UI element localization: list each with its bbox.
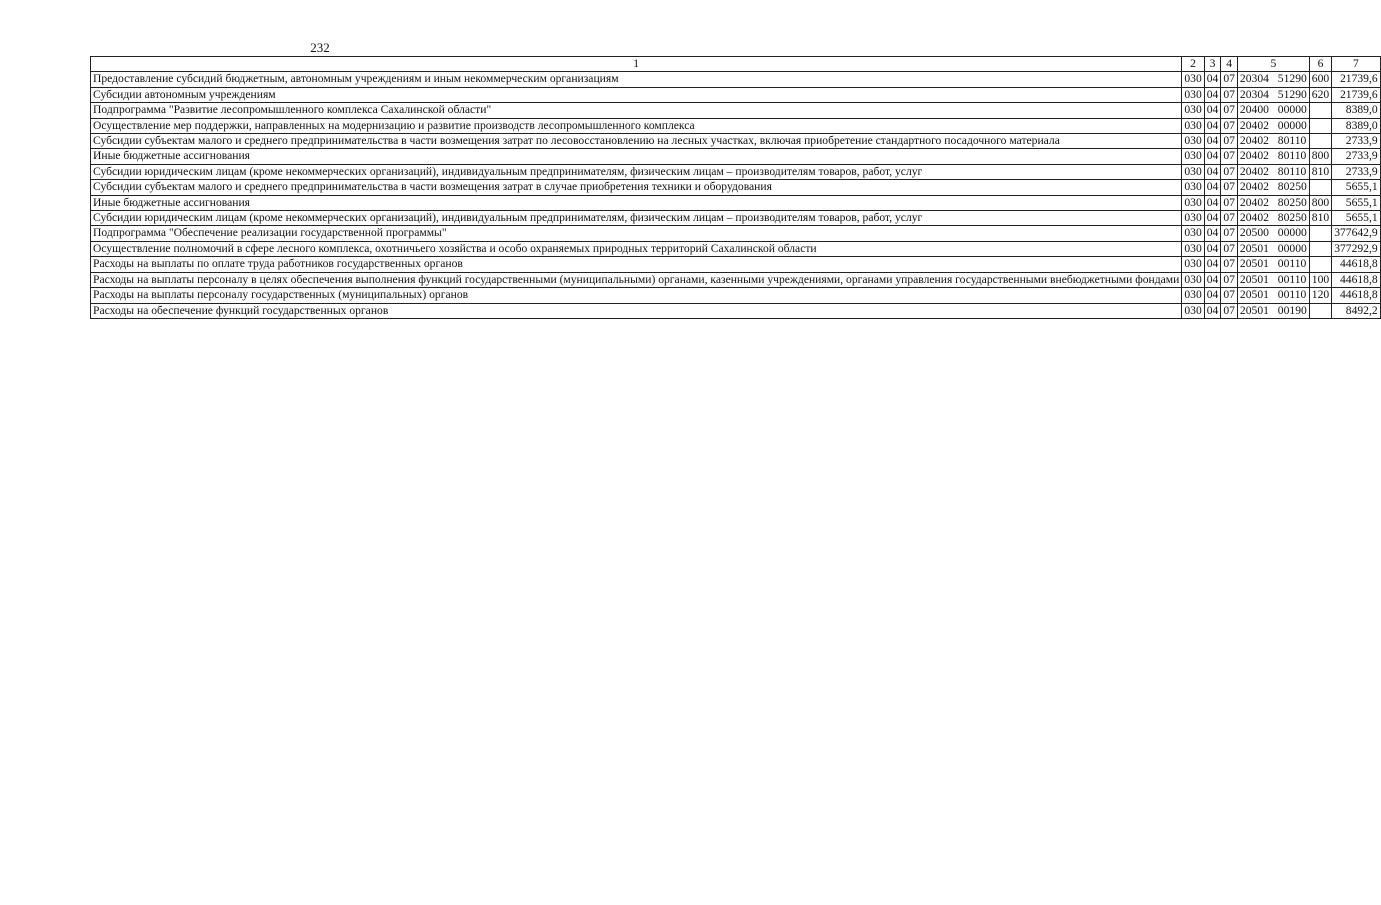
subsection-code: 07 — [1221, 87, 1238, 102]
column-header: 5 — [1237, 57, 1309, 72]
subsection-code: 07 — [1221, 272, 1238, 287]
amount: 8389,0 — [1332, 118, 1380, 133]
section-code: 04 — [1204, 272, 1221, 287]
expense-type-code: 810 — [1309, 164, 1331, 179]
item-name: Осуществление мер поддержки, направленных на модернизацию и развитие производств лесопромышленного комплекса — [91, 118, 1182, 133]
subsection-code: 07 — [1221, 149, 1238, 164]
ministry-code: 030 — [1182, 164, 1204, 179]
item-name: Субсидии субъектам малого и среднего предпринимательства в части возмещения затрат по лесовосстановлению на лесных участках, включая приобретение стандартного посадочного материала — [91, 134, 1182, 149]
subsection-code: 07 — [1221, 241, 1238, 256]
target-article-code: 20402 80250 — [1237, 211, 1309, 226]
expense-type-code — [1309, 226, 1331, 241]
section-code: 04 — [1204, 226, 1221, 241]
table-row — [91, 164, 1381, 179]
subsection-code: 07 — [1221, 180, 1238, 195]
ministry-code: 030 — [1182, 87, 1204, 102]
expense-type-code — [1309, 103, 1331, 118]
ministry-code: 030 — [1182, 226, 1204, 241]
section-code: 04 — [1204, 118, 1221, 133]
section-code: 04 — [1204, 134, 1221, 149]
item-name: Субсидии юридическим лицам (кроме некоммерческих организаций), индивидуальным предпринимателям, физическим лицам – производителям товаров, работ, услуг — [91, 164, 1182, 179]
item-name: Субсидии субъектам малого и среднего предпринимательства в части возмещения затрат в случае приобретения техники и оборудования — [91, 180, 1182, 195]
item-name: Подпрограмма "Обеспечение реализации государственной программы" — [91, 226, 1182, 241]
ministry-code: 030 — [1182, 288, 1204, 303]
expense-type-code: 100 — [1309, 272, 1331, 287]
target-article-code: 20501 00190 — [1237, 303, 1309, 318]
item-name: Субсидии автономным учреждениям — [91, 87, 1182, 102]
item-name: Расходы на выплаты по оплате труда работников государственных органов — [91, 257, 1182, 272]
subsection-code: 07 — [1221, 118, 1238, 133]
table-header-row — [91, 57, 1381, 72]
table-row — [91, 118, 1381, 133]
item-name: Осуществление полномочий в сфере лесного комплекса, охотничьего хозяйства и особо охраняемых природных территорий Сахалинской области — [91, 241, 1182, 256]
table-row — [91, 195, 1381, 210]
column-header: 2 — [1182, 57, 1204, 72]
column-header: 3 — [1204, 57, 1221, 72]
table-row — [91, 226, 1381, 241]
ministry-code: 030 — [1182, 257, 1204, 272]
amount: 2733,9 — [1332, 134, 1380, 149]
item-name: Расходы на выплаты персоналу государственных (муниципальных) органов — [91, 288, 1182, 303]
expense-type-code: 620 — [1309, 87, 1331, 102]
item-name: Иные бюджетные ассигнования — [91, 195, 1182, 210]
target-article-code: 20304 51290 — [1237, 87, 1309, 102]
section-code: 04 — [1204, 164, 1221, 179]
target-article-code: 20402 80110 — [1237, 164, 1309, 179]
expense-type-code: 120 — [1309, 288, 1331, 303]
section-code: 04 — [1204, 72, 1221, 87]
table-row — [91, 180, 1381, 195]
table-row — [91, 272, 1381, 287]
subsection-code: 07 — [1221, 226, 1238, 241]
section-code: 04 — [1204, 211, 1221, 226]
target-article-code: 20501 00110 — [1237, 272, 1309, 287]
amount: 377292,9 — [1332, 241, 1380, 256]
target-article-code: 20402 80110 — [1237, 149, 1309, 164]
subsection-code: 07 — [1221, 134, 1238, 149]
item-name: Расходы на выплаты персоналу в целях обеспечения выполнения функций государственными (муниципальными) органами, казенными учреждениями, органами управления государственными внебюджетными фондами — [91, 272, 1182, 287]
expense-type-code: 800 — [1309, 195, 1331, 210]
amount: 2733,9 — [1332, 164, 1380, 179]
subsection-code: 07 — [1221, 72, 1238, 87]
column-header: 4 — [1221, 57, 1238, 72]
table-row — [91, 87, 1381, 102]
ministry-code: 030 — [1182, 149, 1204, 164]
target-article-code: 20400 00000 — [1237, 103, 1309, 118]
expense-type-code: 600 — [1309, 72, 1331, 87]
expense-type-code — [1309, 180, 1331, 195]
subsection-code: 07 — [1221, 303, 1238, 318]
target-article-code: 20402 00000 — [1237, 118, 1309, 133]
budget-table — [90, 56, 1381, 319]
column-header: 7 — [1332, 57, 1380, 72]
section-code: 04 — [1204, 257, 1221, 272]
item-name: Предоставление субсидий бюджетным, автономным учреждениям и иным некоммерческим организациям — [91, 72, 1182, 87]
item-name: Иные бюджетные ассигнования — [91, 149, 1182, 164]
expense-type-code — [1309, 118, 1331, 133]
table-row — [91, 303, 1381, 318]
table-row — [91, 103, 1381, 118]
amount: 5655,1 — [1332, 180, 1380, 195]
ministry-code: 030 — [1182, 303, 1204, 318]
subsection-code: 07 — [1221, 103, 1238, 118]
ministry-code: 030 — [1182, 180, 1204, 195]
ministry-code: 030 — [1182, 241, 1204, 256]
column-header: 6 — [1309, 57, 1331, 72]
ministry-code: 030 — [1182, 103, 1204, 118]
expense-type-code: 810 — [1309, 211, 1331, 226]
amount: 44618,8 — [1332, 288, 1380, 303]
table-row — [91, 288, 1381, 303]
target-article-code: 20501 00110 — [1237, 257, 1309, 272]
amount: 8389,0 — [1332, 103, 1380, 118]
amount: 2733,9 — [1332, 149, 1380, 164]
ministry-code: 030 — [1182, 211, 1204, 226]
ministry-code: 030 — [1182, 272, 1204, 287]
section-code: 04 — [1204, 241, 1221, 256]
amount: 21739,6 — [1332, 72, 1380, 87]
item-name: Субсидии юридическим лицам (кроме некоммерческих организаций), индивидуальным предпринимателям, физическим лицам – производителям товаров, работ, услуг — [91, 211, 1182, 226]
section-code: 04 — [1204, 87, 1221, 102]
section-code: 04 — [1204, 103, 1221, 118]
amount: 377642,9 — [1332, 226, 1380, 241]
amount: 44618,8 — [1332, 257, 1380, 272]
subsection-code: 07 — [1221, 257, 1238, 272]
expense-type-code — [1309, 303, 1331, 318]
ministry-code: 030 — [1182, 72, 1204, 87]
subsection-code: 07 — [1221, 211, 1238, 226]
table-row — [91, 257, 1381, 272]
ministry-code: 030 — [1182, 195, 1204, 210]
page-number: 232 — [310, 40, 330, 55]
section-code: 04 — [1204, 195, 1221, 210]
amount: 44618,8 — [1332, 272, 1380, 287]
section-code: 04 — [1204, 288, 1221, 303]
table-row — [91, 241, 1381, 256]
target-article-code: 20500 00000 — [1237, 226, 1309, 241]
ministry-code: 030 — [1182, 118, 1204, 133]
subsection-code: 07 — [1221, 195, 1238, 210]
table-row — [91, 149, 1381, 164]
amount: 21739,6 — [1332, 87, 1380, 102]
expense-type-code: 800 — [1309, 149, 1331, 164]
column-header: 1 — [91, 57, 1182, 72]
item-name: Расходы на обеспечение функций государственных органов — [91, 303, 1182, 318]
table-row — [91, 72, 1381, 87]
target-article-code: 20501 00000 — [1237, 241, 1309, 256]
target-article-code: 20501 00110 — [1237, 288, 1309, 303]
target-article-code: 20304 51290 — [1237, 72, 1309, 87]
ministry-code: 030 — [1182, 134, 1204, 149]
section-code: 04 — [1204, 303, 1221, 318]
target-article-code: 20402 80110 — [1237, 134, 1309, 149]
expense-type-code — [1309, 241, 1331, 256]
expense-type-code — [1309, 134, 1331, 149]
section-code: 04 — [1204, 180, 1221, 195]
table-row — [91, 134, 1381, 149]
section-code: 04 — [1204, 149, 1221, 164]
amount: 5655,1 — [1332, 211, 1380, 226]
target-article-code: 20402 80250 — [1237, 195, 1309, 210]
subsection-code: 07 — [1221, 164, 1238, 179]
expense-type-code — [1309, 257, 1331, 272]
amount: 5655,1 — [1332, 195, 1380, 210]
subsection-code: 07 — [1221, 288, 1238, 303]
amount: 8492,2 — [1332, 303, 1380, 318]
table-row — [91, 211, 1381, 226]
target-article-code: 20402 80250 — [1237, 180, 1309, 195]
item-name: Подпрограмма "Развитие лесопромышленного комплекса Сахалинской области" — [91, 103, 1182, 118]
